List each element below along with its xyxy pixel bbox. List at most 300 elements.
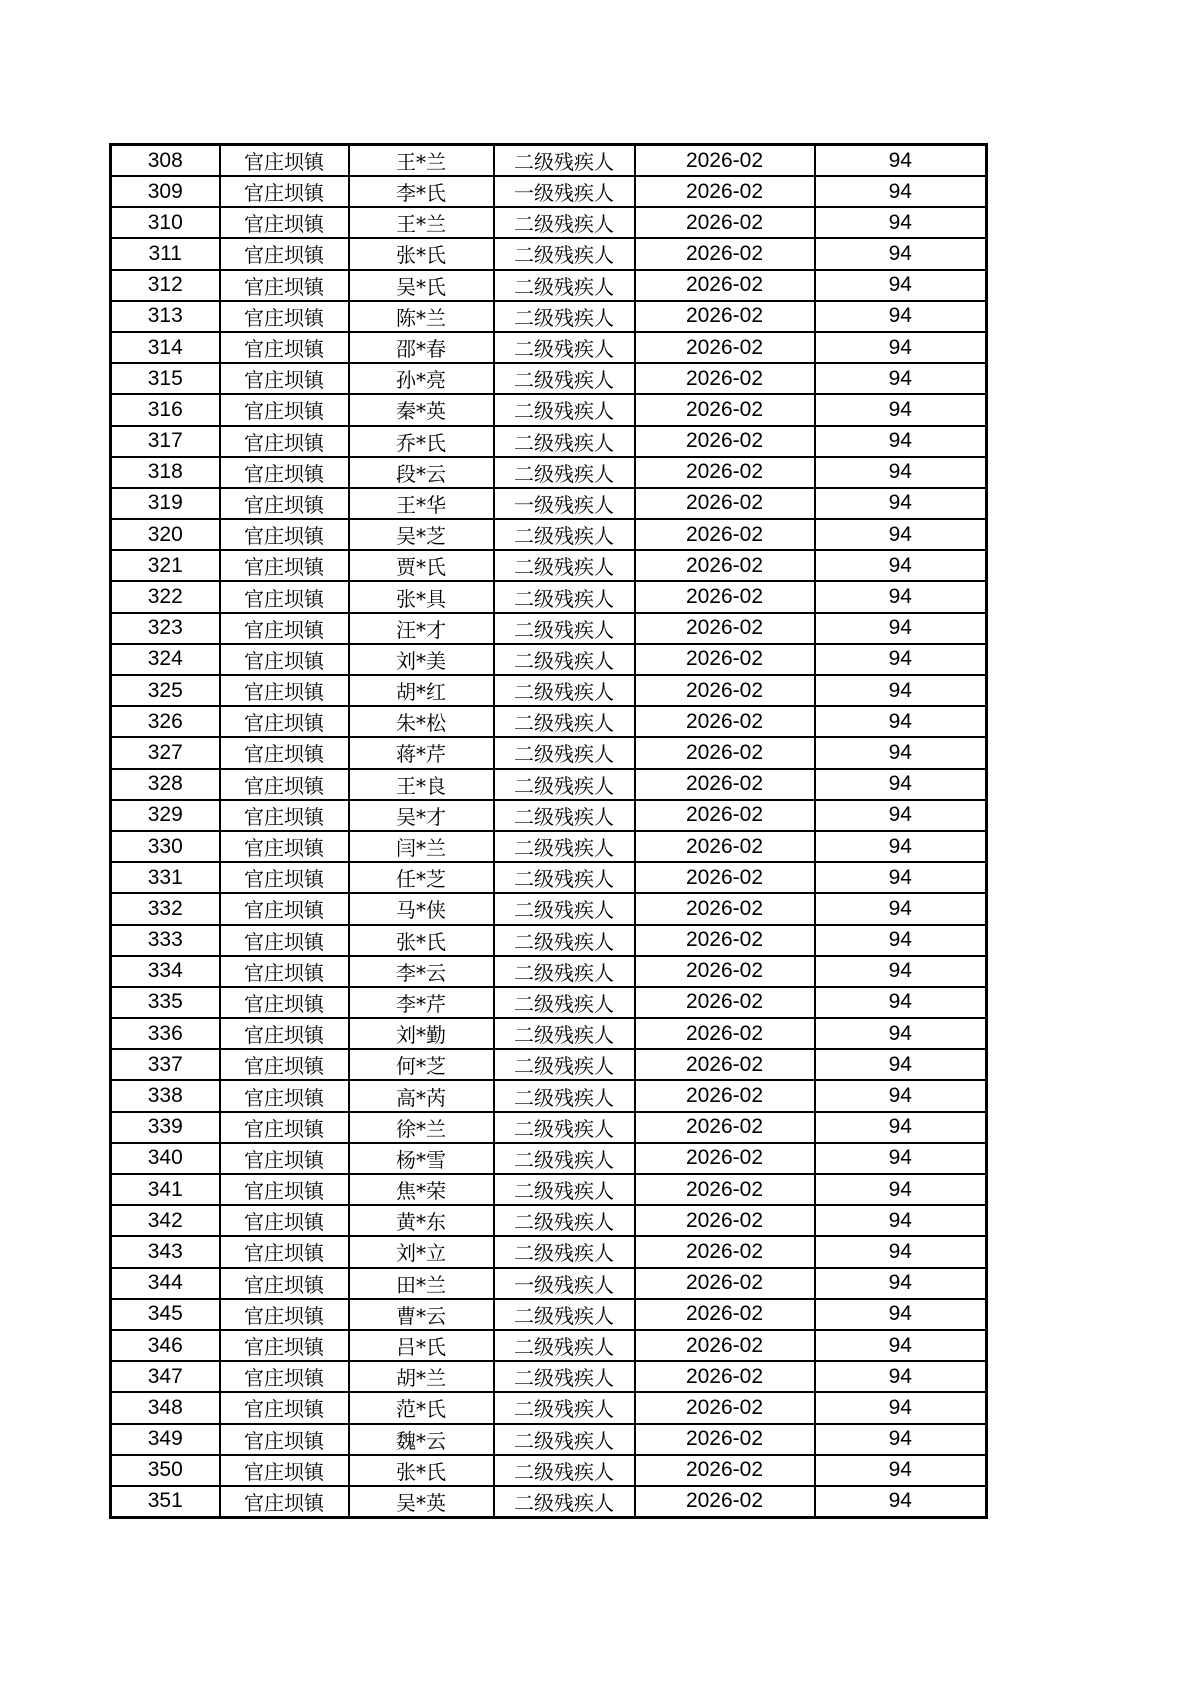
cell-month: 2026-02 [635,987,815,1018]
cell-town: 官庄坝镇 [220,987,349,1018]
cell-name: 马*侠 [349,893,494,924]
table-row [111,270,987,301]
table-row [111,176,987,207]
cell-no: 316 [111,394,220,425]
cell-name: 吴*芝 [349,519,494,550]
cell-name: 张*氏 [349,1455,494,1486]
cell-month: 2026-02 [635,457,815,488]
table-row [111,1486,987,1518]
cell-amount: 94 [815,1392,987,1423]
cell-level: 二级残疾人 [494,706,635,737]
table-row [111,893,987,924]
cell-town: 官庄坝镇 [220,270,349,301]
cell-month: 2026-02 [635,1018,815,1049]
cell-town: 官庄坝镇 [220,238,349,269]
cell-town: 官庄坝镇 [220,1486,349,1518]
cell-month: 2026-02 [635,956,815,987]
cell-level: 二级残疾人 [494,1143,635,1174]
cell-town: 官庄坝镇 [220,301,349,332]
cell-town: 官庄坝镇 [220,1174,349,1205]
cell-level: 二级残疾人 [494,1330,635,1361]
cell-name: 王*华 [349,488,494,519]
cell-amount: 94 [815,1174,987,1205]
cell-level: 二级残疾人 [494,675,635,706]
cell-no: 347 [111,1361,220,1392]
cell-town: 官庄坝镇 [220,769,349,800]
benefits-table [109,143,988,1519]
cell-town: 官庄坝镇 [220,581,349,612]
cell-town: 官庄坝镇 [220,1299,349,1330]
cell-level: 二级残疾人 [494,1205,635,1236]
cell-level: 二级残疾人 [494,394,635,425]
cell-level: 二级残疾人 [494,1361,635,1392]
cell-town: 官庄坝镇 [220,1424,349,1455]
cell-amount: 94 [815,1049,987,1080]
cell-amount: 94 [815,644,987,675]
cell-town: 官庄坝镇 [220,1236,349,1267]
cell-level: 二级残疾人 [494,332,635,363]
table-row [111,1361,987,1392]
cell-no: 322 [111,581,220,612]
cell-town: 官庄坝镇 [220,1018,349,1049]
cell-no: 308 [111,145,220,177]
cell-no: 339 [111,1112,220,1143]
cell-amount: 94 [815,426,987,457]
cell-town: 官庄坝镇 [220,1330,349,1361]
table-row [111,925,987,956]
cell-amount: 94 [815,706,987,737]
cell-level: 二级残疾人 [494,862,635,893]
table-row [111,675,987,706]
cell-town: 官庄坝镇 [220,706,349,737]
cell-no: 343 [111,1236,220,1267]
table-row [111,800,987,831]
cell-name: 王*兰 [349,207,494,238]
cell-name: 徐*兰 [349,1112,494,1143]
cell-month: 2026-02 [635,1268,815,1299]
cell-name: 杨*雪 [349,1143,494,1174]
cell-month: 2026-02 [635,1049,815,1080]
cell-month: 2026-02 [635,644,815,675]
cell-level: 二级残疾人 [494,519,635,550]
cell-town: 官庄坝镇 [220,675,349,706]
cell-level: 二级残疾人 [494,550,635,581]
cell-amount: 94 [815,1018,987,1049]
cell-town: 官庄坝镇 [220,394,349,425]
cell-no: 344 [111,1268,220,1299]
cell-name: 孙*亮 [349,363,494,394]
cell-month: 2026-02 [635,675,815,706]
cell-name: 王*兰 [349,145,494,177]
table-row [111,769,987,800]
table-row [111,1143,987,1174]
cell-month: 2026-02 [635,925,815,956]
cell-month: 2026-02 [635,581,815,612]
cell-name: 王*良 [349,769,494,800]
cell-name: 吕*氏 [349,1330,494,1361]
cell-amount: 94 [815,488,987,519]
cell-town: 官庄坝镇 [220,1392,349,1423]
cell-amount: 94 [815,176,987,207]
cell-level: 二级残疾人 [494,1424,635,1455]
cell-amount: 94 [815,238,987,269]
cell-month: 2026-02 [635,800,815,831]
cell-name: 邵*春 [349,332,494,363]
cell-no: 318 [111,457,220,488]
cell-month: 2026-02 [635,1143,815,1174]
cell-no: 329 [111,800,220,831]
cell-name: 胡*兰 [349,1361,494,1392]
cell-month: 2026-02 [635,831,815,862]
table-row [111,1174,987,1205]
cell-month: 2026-02 [635,769,815,800]
cell-no: 348 [111,1392,220,1423]
cell-month: 2026-02 [635,737,815,768]
cell-level: 二级残疾人 [494,987,635,1018]
cell-name: 吴*才 [349,800,494,831]
cell-level: 一级残疾人 [494,176,635,207]
cell-level: 二级残疾人 [494,800,635,831]
table-row [111,1268,987,1299]
cell-town: 官庄坝镇 [220,145,349,177]
cell-name: 刘*美 [349,644,494,675]
cell-amount: 94 [815,737,987,768]
cell-town: 官庄坝镇 [220,862,349,893]
cell-month: 2026-02 [635,394,815,425]
table-row [111,426,987,457]
cell-name: 张*氏 [349,925,494,956]
cell-amount: 94 [815,769,987,800]
table-row [111,1112,987,1143]
cell-amount: 94 [815,1330,987,1361]
table-row [111,363,987,394]
cell-no: 330 [111,831,220,862]
cell-town: 官庄坝镇 [220,956,349,987]
cell-level: 二级残疾人 [494,145,635,177]
cell-no: 334 [111,956,220,987]
cell-town: 官庄坝镇 [220,925,349,956]
cell-town: 官庄坝镇 [220,363,349,394]
cell-name: 段*云 [349,457,494,488]
cell-level: 二级残疾人 [494,270,635,301]
cell-level: 二级残疾人 [494,1486,635,1518]
cell-level: 二级残疾人 [494,238,635,269]
table-row [111,1049,987,1080]
cell-level: 二级残疾人 [494,1174,635,1205]
cell-no: 313 [111,301,220,332]
cell-town: 官庄坝镇 [220,1455,349,1486]
cell-name: 曹*云 [349,1299,494,1330]
table-row [111,737,987,768]
cell-amount: 94 [815,893,987,924]
table-row [111,1392,987,1423]
cell-level: 二级残疾人 [494,956,635,987]
table-row [111,550,987,581]
cell-amount: 94 [815,581,987,612]
cell-level: 二级残疾人 [494,925,635,956]
cell-month: 2026-02 [635,363,815,394]
cell-level: 二级残疾人 [494,644,635,675]
cell-amount: 94 [815,675,987,706]
cell-level: 二级残疾人 [494,1049,635,1080]
cell-month: 2026-02 [635,1080,815,1111]
cell-no: 310 [111,207,220,238]
cell-name: 吴*氏 [349,270,494,301]
table-row [111,488,987,519]
cell-town: 官庄坝镇 [220,893,349,924]
cell-month: 2026-02 [635,1392,815,1423]
cell-name: 贾*氏 [349,550,494,581]
table-row [111,862,987,893]
table-row [111,207,987,238]
cell-town: 官庄坝镇 [220,800,349,831]
cell-name: 李*氏 [349,176,494,207]
cell-month: 2026-02 [635,706,815,737]
cell-amount: 94 [815,831,987,862]
cell-no: 321 [111,550,220,581]
cell-amount: 94 [815,800,987,831]
cell-level: 二级残疾人 [494,301,635,332]
cell-level: 二级残疾人 [494,363,635,394]
cell-month: 2026-02 [635,862,815,893]
cell-no: 320 [111,519,220,550]
cell-level: 二级残疾人 [494,613,635,644]
cell-amount: 94 [815,925,987,956]
cell-level: 一级残疾人 [494,488,635,519]
cell-month: 2026-02 [635,519,815,550]
cell-level: 二级残疾人 [494,737,635,768]
cell-name: 刘*立 [349,1236,494,1267]
cell-no: 314 [111,332,220,363]
cell-month: 2026-02 [635,1486,815,1518]
table-row [111,457,987,488]
cell-town: 官庄坝镇 [220,1268,349,1299]
table-row [111,145,987,177]
cell-amount: 94 [815,1080,987,1111]
cell-name: 闫*兰 [349,831,494,862]
cell-town: 官庄坝镇 [220,426,349,457]
cell-amount: 94 [815,1361,987,1392]
table-row [111,644,987,675]
table-row [111,1236,987,1267]
table-row [111,519,987,550]
cell-name: 范*氏 [349,1392,494,1423]
cell-town: 官庄坝镇 [220,176,349,207]
cell-no: 345 [111,1299,220,1330]
cell-town: 官庄坝镇 [220,1205,349,1236]
table-row [111,394,987,425]
cell-town: 官庄坝镇 [220,644,349,675]
table-row [111,301,987,332]
cell-month: 2026-02 [635,1236,815,1267]
cell-month: 2026-02 [635,1361,815,1392]
cell-name: 朱*松 [349,706,494,737]
cell-town: 官庄坝镇 [220,1112,349,1143]
cell-town: 官庄坝镇 [220,457,349,488]
cell-name: 蒋*芹 [349,737,494,768]
cell-name: 张*具 [349,581,494,612]
table-row [111,613,987,644]
cell-amount: 94 [815,1205,987,1236]
cell-amount: 94 [815,1268,987,1299]
cell-month: 2026-02 [635,1205,815,1236]
table-row [111,238,987,269]
cell-level: 二级残疾人 [494,1236,635,1267]
cell-month: 2026-02 [635,488,815,519]
cell-month: 2026-02 [635,613,815,644]
cell-name: 陈*兰 [349,301,494,332]
cell-town: 官庄坝镇 [220,1361,349,1392]
cell-no: 340 [111,1143,220,1174]
cell-amount: 94 [815,457,987,488]
cell-amount: 94 [815,363,987,394]
cell-month: 2026-02 [635,207,815,238]
cell-amount: 94 [815,1424,987,1455]
cell-no: 335 [111,987,220,1018]
cell-no: 346 [111,1330,220,1361]
table-row [111,1455,987,1486]
cell-town: 官庄坝镇 [220,332,349,363]
cell-name: 李*芹 [349,987,494,1018]
cell-amount: 94 [815,332,987,363]
cell-name: 秦*英 [349,394,494,425]
cell-name: 魏*云 [349,1424,494,1455]
cell-month: 2026-02 [635,893,815,924]
cell-no: 342 [111,1205,220,1236]
cell-amount: 94 [815,1486,987,1518]
cell-level: 一级残疾人 [494,1268,635,1299]
cell-name: 田*兰 [349,1268,494,1299]
cell-month: 2026-02 [635,176,815,207]
cell-no: 323 [111,613,220,644]
cell-name: 汪*才 [349,613,494,644]
cell-no: 311 [111,238,220,269]
cell-amount: 94 [815,550,987,581]
cell-no: 312 [111,270,220,301]
table-row [111,1424,987,1455]
table-row [111,1018,987,1049]
cell-name: 胡*红 [349,675,494,706]
cell-amount: 94 [815,519,987,550]
cell-no: 351 [111,1486,220,1518]
table-body [111,145,987,1518]
table-row [111,1330,987,1361]
cell-town: 官庄坝镇 [220,1049,349,1080]
cell-amount: 94 [815,270,987,301]
table-row [111,956,987,987]
cell-month: 2026-02 [635,1330,815,1361]
cell-town: 官庄坝镇 [220,550,349,581]
cell-level: 二级残疾人 [494,893,635,924]
cell-name: 乔*氏 [349,426,494,457]
cell-level: 二级残疾人 [494,426,635,457]
cell-name: 任*芝 [349,862,494,893]
cell-name: 李*云 [349,956,494,987]
cell-amount: 94 [815,301,987,332]
cell-month: 2026-02 [635,426,815,457]
cell-no: 338 [111,1080,220,1111]
cell-no: 319 [111,488,220,519]
table-row [111,1080,987,1111]
cell-amount: 94 [815,987,987,1018]
cell-no: 315 [111,363,220,394]
cell-level: 二级残疾人 [494,1299,635,1330]
cell-no: 331 [111,862,220,893]
cell-town: 官庄坝镇 [220,1080,349,1111]
cell-level: 二级残疾人 [494,207,635,238]
cell-month: 2026-02 [635,1112,815,1143]
cell-no: 327 [111,737,220,768]
cell-amount: 94 [815,394,987,425]
cell-no: 332 [111,893,220,924]
table-row [111,581,987,612]
cell-no: 349 [111,1424,220,1455]
cell-level: 二级残疾人 [494,1080,635,1111]
table-row [111,332,987,363]
cell-level: 二级残疾人 [494,831,635,862]
table-row [111,987,987,1018]
cell-no: 336 [111,1018,220,1049]
cell-month: 2026-02 [635,238,815,269]
cell-town: 官庄坝镇 [220,613,349,644]
cell-name: 何*芝 [349,1049,494,1080]
table-row [111,1299,987,1330]
table-row [111,831,987,862]
cell-town: 官庄坝镇 [220,488,349,519]
cell-month: 2026-02 [635,301,815,332]
cell-no: 333 [111,925,220,956]
cell-level: 二级残疾人 [494,1392,635,1423]
cell-level: 二级残疾人 [494,1018,635,1049]
cell-level: 二级残疾人 [494,1455,635,1486]
cell-month: 2026-02 [635,1455,815,1486]
cell-name: 张*氏 [349,238,494,269]
cell-amount: 94 [815,1455,987,1486]
cell-amount: 94 [815,207,987,238]
cell-month: 2026-02 [635,550,815,581]
cell-name: 高*芮 [349,1080,494,1111]
cell-level: 二级残疾人 [494,769,635,800]
cell-amount: 94 [815,1143,987,1174]
cell-amount: 94 [815,1112,987,1143]
cell-amount: 94 [815,1236,987,1267]
cell-town: 官庄坝镇 [220,737,349,768]
cell-name: 焦*荣 [349,1174,494,1205]
cell-town: 官庄坝镇 [220,519,349,550]
cell-no: 350 [111,1455,220,1486]
cell-month: 2026-02 [635,270,815,301]
cell-town: 官庄坝镇 [220,831,349,862]
cell-level: 二级残疾人 [494,457,635,488]
cell-amount: 94 [815,613,987,644]
cell-no: 341 [111,1174,220,1205]
cell-amount: 94 [815,145,987,177]
cell-no: 328 [111,769,220,800]
cell-month: 2026-02 [635,1299,815,1330]
cell-month: 2026-02 [635,1424,815,1455]
cell-month: 2026-02 [635,332,815,363]
cell-name: 吴*英 [349,1486,494,1518]
table-row [111,1205,987,1236]
cell-no: 337 [111,1049,220,1080]
cell-town: 官庄坝镇 [220,1143,349,1174]
cell-name: 黄*东 [349,1205,494,1236]
cell-no: 324 [111,644,220,675]
cell-no: 325 [111,675,220,706]
cell-level: 二级残疾人 [494,1112,635,1143]
cell-amount: 94 [815,956,987,987]
cell-town: 官庄坝镇 [220,207,349,238]
